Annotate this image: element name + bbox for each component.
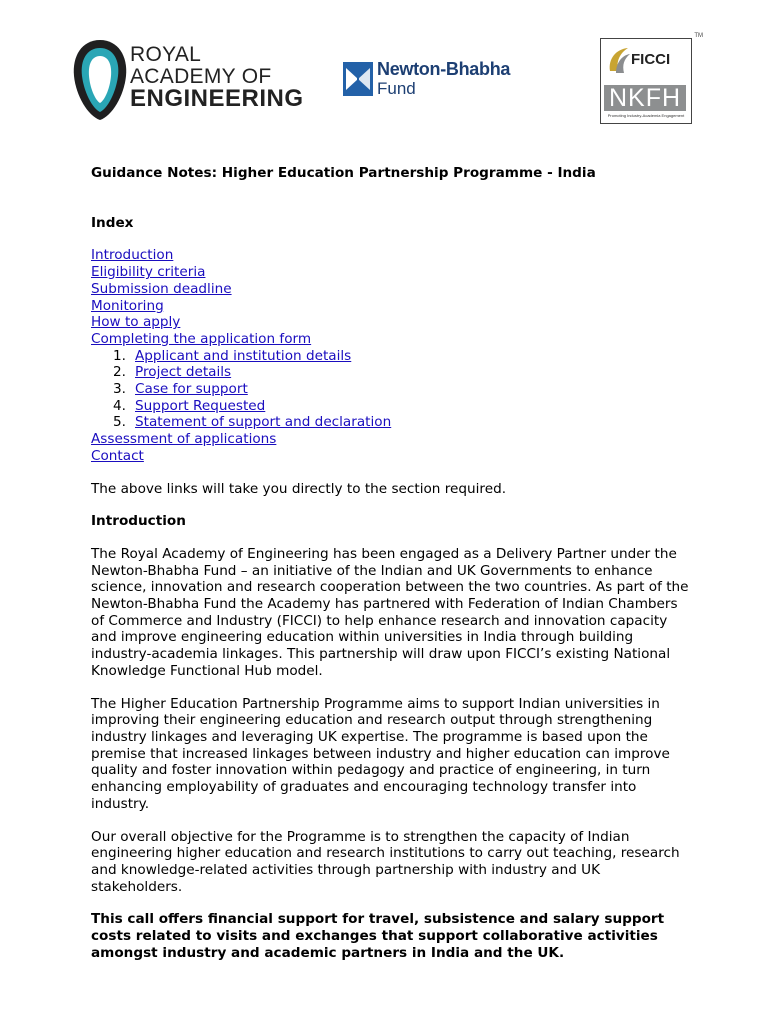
toc-sub-number: 1. — [113, 347, 126, 364]
toc-link-how-to-apply[interactable]: How to apply — [91, 314, 181, 331]
toc-sub-link-case[interactable]: Case for support — [135, 381, 248, 398]
ficci-tagline: Promoting Industry-Academia Engagement — [607, 113, 685, 118]
intro-paragraph-2: The Higher Education Partnership Programme aims to support Indian universities in improving their engineering education and research output through strengthening industry linkages and leveraging UK expertise. The programme is based upon the premise that increased linkages between industry and higher education can improve quality and foster innovation within pedagogy and practice of engineering, in turn enhancing employability of graduates and encouraging technology transfer into industry. — [91, 695, 670, 812]
newton-bhabha-line1: Newton-Bhabha — [377, 59, 511, 79]
introduction-heading: Introduction — [91, 513, 186, 530]
toc-sub-link-project[interactable]: Project details — [135, 364, 232, 381]
ficci-word: FICCI — [631, 51, 671, 68]
ficci-swirl-icon — [606, 45, 632, 75]
toc-link-contact[interactable]: Contact — [91, 447, 144, 464]
index-list — [91, 247, 691, 464]
toc-link-submission-deadline[interactable]: Submission deadline — [91, 280, 232, 297]
newton-bhabha-logo — [343, 58, 523, 102]
toc-link-completing-form[interactable]: Completing the application form — [91, 330, 312, 347]
newton-bhabha-line2: Fund — [377, 79, 416, 98]
toc-link-introduction[interactable]: Introduction — [91, 247, 174, 264]
call-summary-paragraph: This call offers financial support for travel, subsistence and salary support costs related to visits and exchanges that support collaborative activities amongst industry and academic partners in India and the UK. — [91, 911, 665, 961]
toc-link-eligibility[interactable]: Eligibility criteria — [91, 264, 206, 281]
toc-sub-link-statement[interactable]: Statement of support and declaration — [135, 414, 392, 431]
rae-emblem-icon — [70, 38, 130, 122]
header-logos — [0, 0, 770, 140]
document-body — [91, 165, 691, 961]
nkfh-block: NKFH — [604, 85, 686, 111]
document-title: Guidance Notes: Higher Education Partnership Programme - India — [91, 165, 596, 181]
rae-line1: ROYAL — [130, 43, 202, 66]
newton-bhabha-emblem-icon — [343, 62, 373, 96]
index-heading: Index — [91, 214, 134, 231]
toc-sub-number: 5. — [113, 414, 126, 431]
intro-paragraph-3: Our overall objective for the Programme is to strengthen the capacity of Indian engineering higher education and research institutions to carry out teaching, research and knowledge-related activities through partnership with industry and UK stakeholders. — [91, 828, 680, 895]
toc-link-assessment[interactable]: Assessment of applications — [91, 431, 277, 448]
toc-sub-link-applicant[interactable]: Applicant and institution details — [135, 347, 352, 364]
ficci-tm: TM — [694, 33, 703, 39]
toc-sub-number: 3. — [113, 381, 126, 398]
rae-line3: ENGINEERING — [130, 85, 304, 112]
ficci-nkfh-logo — [600, 33, 703, 124]
toc-sub-number: 4. — [113, 397, 126, 414]
toc-link-monitoring[interactable]: Monitoring — [91, 297, 164, 314]
toc-sub-number: 2. — [113, 364, 126, 381]
intro-paragraph-1: The Royal Academy of Engineering has been engaged as a Delivery Partner under the Newton-Bhabha Fund – an initiative of the Indian and UK Governments to enhance science, innovation and research cooperation between the two countries. As part of the Newton-Bhabha Fund the Academy has partnered with Federation of Indian Chambers of Commerce and Industry (FICCI) to help enhance research and innovation capacity and improve engineering education within universities in India through building industry-academia linkages. This partnership will draw upon FICCI’s existing National Knowledge Functional Hub model. — [91, 545, 689, 679]
links-note: The above links will take you directly to the section required. — [91, 480, 507, 497]
rae-line2: ACADEMY OF — [130, 65, 272, 88]
toc-sub-link-support-requested[interactable]: Support Requested — [135, 397, 266, 414]
rae-logo — [70, 38, 304, 122]
